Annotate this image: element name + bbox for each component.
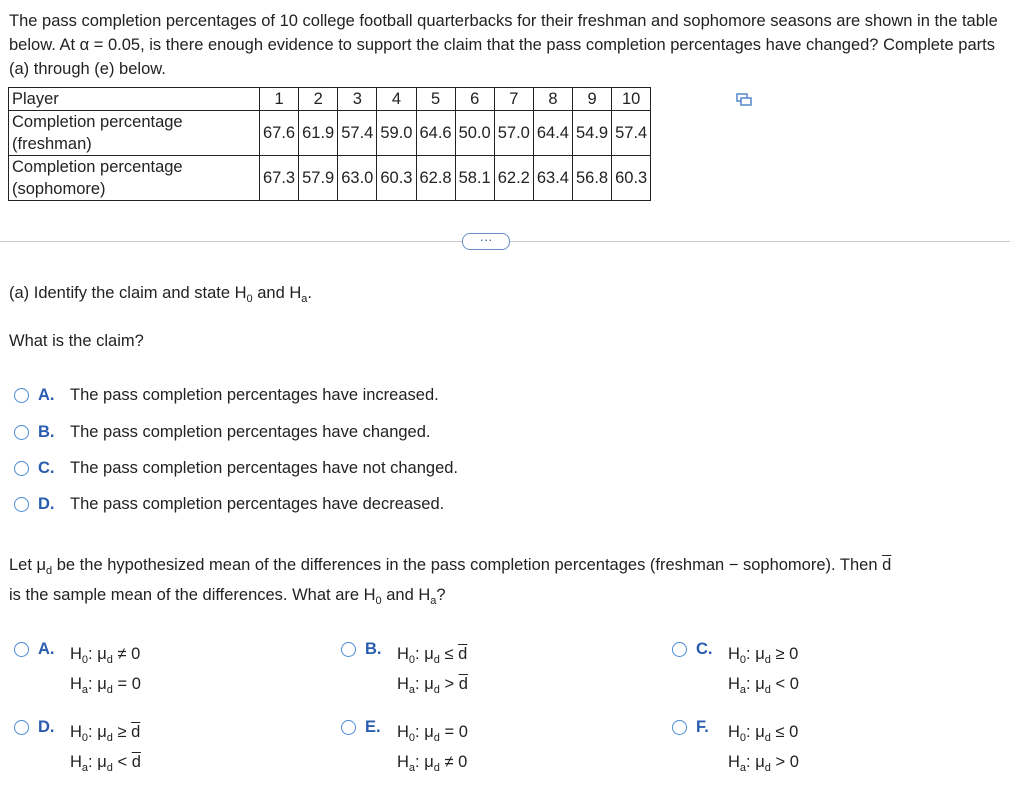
ha-value: 0 [458, 753, 468, 771]
prompt-text: (a) Identify the claim and state H [9, 284, 247, 302]
table-cell: 59.0 [377, 111, 416, 156]
h0-value: $\overline{d}$ [131, 723, 141, 741]
freshman-label: Completion percentage (freshman) [9, 111, 260, 156]
definition-text: be the hypothesized mean of the differences in the pass completion percentages (freshman − sophomore). Then [52, 556, 883, 574]
player-cell: 10 [612, 88, 651, 111]
option-text: The pass completion percentages have decreased. [70, 495, 445, 513]
table-cell: 50.0 [455, 111, 494, 156]
h0-value: $\overline{d}$ [458, 645, 468, 663]
table-cell: 57.4 [338, 111, 377, 156]
radio-button[interactable] [14, 642, 29, 657]
table-cell: 57.0 [494, 111, 533, 156]
radio-button[interactable] [14, 497, 29, 512]
table-cell: 60.3 [377, 156, 416, 201]
option-letter: C. [696, 640, 713, 658]
hyp-option-f[interactable] [672, 718, 799, 778]
claim-option-d[interactable] [14, 495, 444, 514]
option-letter: A. [38, 386, 55, 404]
radio-button[interactable] [341, 720, 356, 735]
hyp-option-b[interactable] [341, 640, 468, 700]
prompt-text: and H [252, 284, 302, 302]
hypothesis-pair: $H_0$: $\mu_d \le \overline{d}$ $H_a$: $\mu_d > \overline{d}$ [397, 645, 468, 696]
option-letter: E. [365, 718, 381, 736]
radio-button[interactable] [672, 720, 687, 735]
ha-value: 0 [789, 753, 799, 771]
hypothesis-pair: $H_0$: $\mu_d \ge \overline{d}$ $H_a$: $\mu_d < \overline{d}$ [70, 723, 141, 774]
option-text: The pass completion percentages have not changed. [70, 459, 459, 477]
hypothesis-pair: $H_0$: $\mu_d = 0$ $H_a$: $\mu_d \ne 0$ [397, 723, 468, 774]
ha-value: $\overline{d}$ [131, 753, 141, 771]
h0-operator: ≥ [117, 723, 127, 741]
table-cell: 63.4 [533, 156, 572, 201]
table-cell: 64.6 [416, 111, 455, 156]
table-cell: 60.3 [612, 156, 651, 201]
table-row [9, 156, 651, 201]
table-row [9, 111, 651, 156]
radio-button[interactable] [14, 425, 29, 440]
hyp-option-d[interactable] [14, 718, 141, 778]
table-header-label: Player [9, 88, 260, 111]
ha-operator: < [775, 675, 786, 693]
ha-operator: < [117, 753, 128, 771]
hypothesis-pair: $H_0$: $\mu_d \ge 0$ $H_a$: $\mu_d < 0$ [728, 645, 799, 696]
table-cell: 63.0 [338, 156, 377, 201]
player-cell: 8 [533, 88, 572, 111]
h0-operator: = [444, 723, 455, 741]
ha-operator: > [775, 753, 786, 771]
ha-value: 0 [131, 675, 141, 693]
sophomore-label: Completion percentage (sophomore) [9, 156, 260, 201]
player-cell: 6 [455, 88, 494, 111]
radio-button[interactable] [14, 461, 29, 476]
h0-operator: ≤ [444, 645, 454, 663]
expand-more-button[interactable]: ··· [462, 233, 510, 250]
definition-text: and H [381, 586, 431, 604]
h0-value: 0 [789, 645, 799, 663]
table-cell: 67.6 [260, 111, 299, 156]
player-cell: 1 [260, 88, 299, 111]
h0-operator: ≤ [775, 723, 785, 741]
player-cell: 2 [299, 88, 338, 111]
ha-operator: = [117, 675, 128, 693]
table-cell: 57.4 [612, 111, 651, 156]
table-cell: 67.3 [260, 156, 299, 201]
table-cell: 61.9 [299, 111, 338, 156]
mu-definition: Let $\mu_d$ be the hypothesized mean of the differences in the pass completion percentages (freshman − sophomore). Then $\overline{d}$ is the sample mean of the differences. What are $H_0$ and $H_a$? [9, 556, 892, 607]
h0-value: 0 [131, 645, 141, 663]
definition-text: Let μ [9, 556, 47, 574]
table-row [9, 88, 651, 111]
part-a-prompt: (a) Identify the claim and state $H_0$ and $H_a$. [9, 284, 312, 305]
option-letter: B. [365, 640, 382, 658]
option-letter: D. [38, 495, 55, 513]
table-cell: 57.9 [299, 156, 338, 201]
option-letter: B. [38, 423, 55, 441]
player-cell: 7 [494, 88, 533, 111]
radio-button[interactable] [672, 642, 687, 657]
table-cell: 62.8 [416, 156, 455, 201]
table-cell: 58.1 [455, 156, 494, 201]
player-cell: 3 [338, 88, 377, 111]
prompt-text: . [307, 284, 312, 302]
option-letter: D. [38, 718, 55, 736]
radio-button[interactable] [14, 720, 29, 735]
definition-text: ? [436, 586, 446, 604]
hyp-option-a[interactable] [14, 640, 141, 700]
ha-operator: > [444, 675, 455, 693]
data-table [8, 87, 651, 201]
hyp-option-e[interactable] [341, 718, 468, 778]
hypothesis-pair: $H_0$: $\mu_d \ne 0$ $H_a$: $\mu_d = 0$ [70, 645, 141, 696]
h0-value: 0 [789, 723, 799, 741]
player-cell: 5 [416, 88, 455, 111]
h0-operator: ≠ [117, 645, 127, 663]
claim-option-c[interactable] [14, 459, 458, 478]
option-text: The pass completion percentages have changed. [70, 423, 431, 441]
problem-statement: The pass completion percentages of 10 college football quarterbacks for their freshman and sophomore seasons are shown in the table below. At α = 0.05, is there enough evidence to support the claim that the pass completion percentages have changed? Complete parts (a) through (e) below. [9, 12, 998, 78]
hypothesis-pair: $H_0$: $\mu_d \le 0$ $H_a$: $\mu_d > 0$ [728, 723, 799, 774]
player-cell: 9 [573, 88, 612, 111]
claim-question: What is the claim? [9, 332, 144, 350]
table-cell: 54.9 [573, 111, 612, 156]
h0-operator: ≥ [775, 645, 785, 663]
claim-option-a[interactable] [14, 386, 439, 405]
copy-table-icon[interactable] [736, 93, 752, 107]
ha-operator: ≠ [444, 753, 454, 771]
player-cell: 4 [377, 88, 416, 111]
hyp-option-c[interactable] [672, 640, 799, 700]
definition-text: is the sample mean of the differences. What are H [9, 586, 376, 604]
table-cell: 56.8 [573, 156, 612, 201]
ha-value: 0 [789, 675, 799, 693]
claim-option-b[interactable] [14, 423, 431, 442]
radio-button[interactable] [341, 642, 356, 657]
option-letter: C. [38, 459, 55, 477]
h0-value: 0 [458, 723, 468, 741]
option-letter: F. [696, 718, 709, 736]
radio-button[interactable] [14, 388, 29, 403]
ha-value: $\overline{d}$ [458, 675, 468, 693]
option-text: The pass completion percentages have increased. [70, 386, 439, 404]
table-cell: 62.2 [494, 156, 533, 201]
option-letter: A. [38, 640, 55, 658]
table-cell: 64.4 [533, 111, 572, 156]
